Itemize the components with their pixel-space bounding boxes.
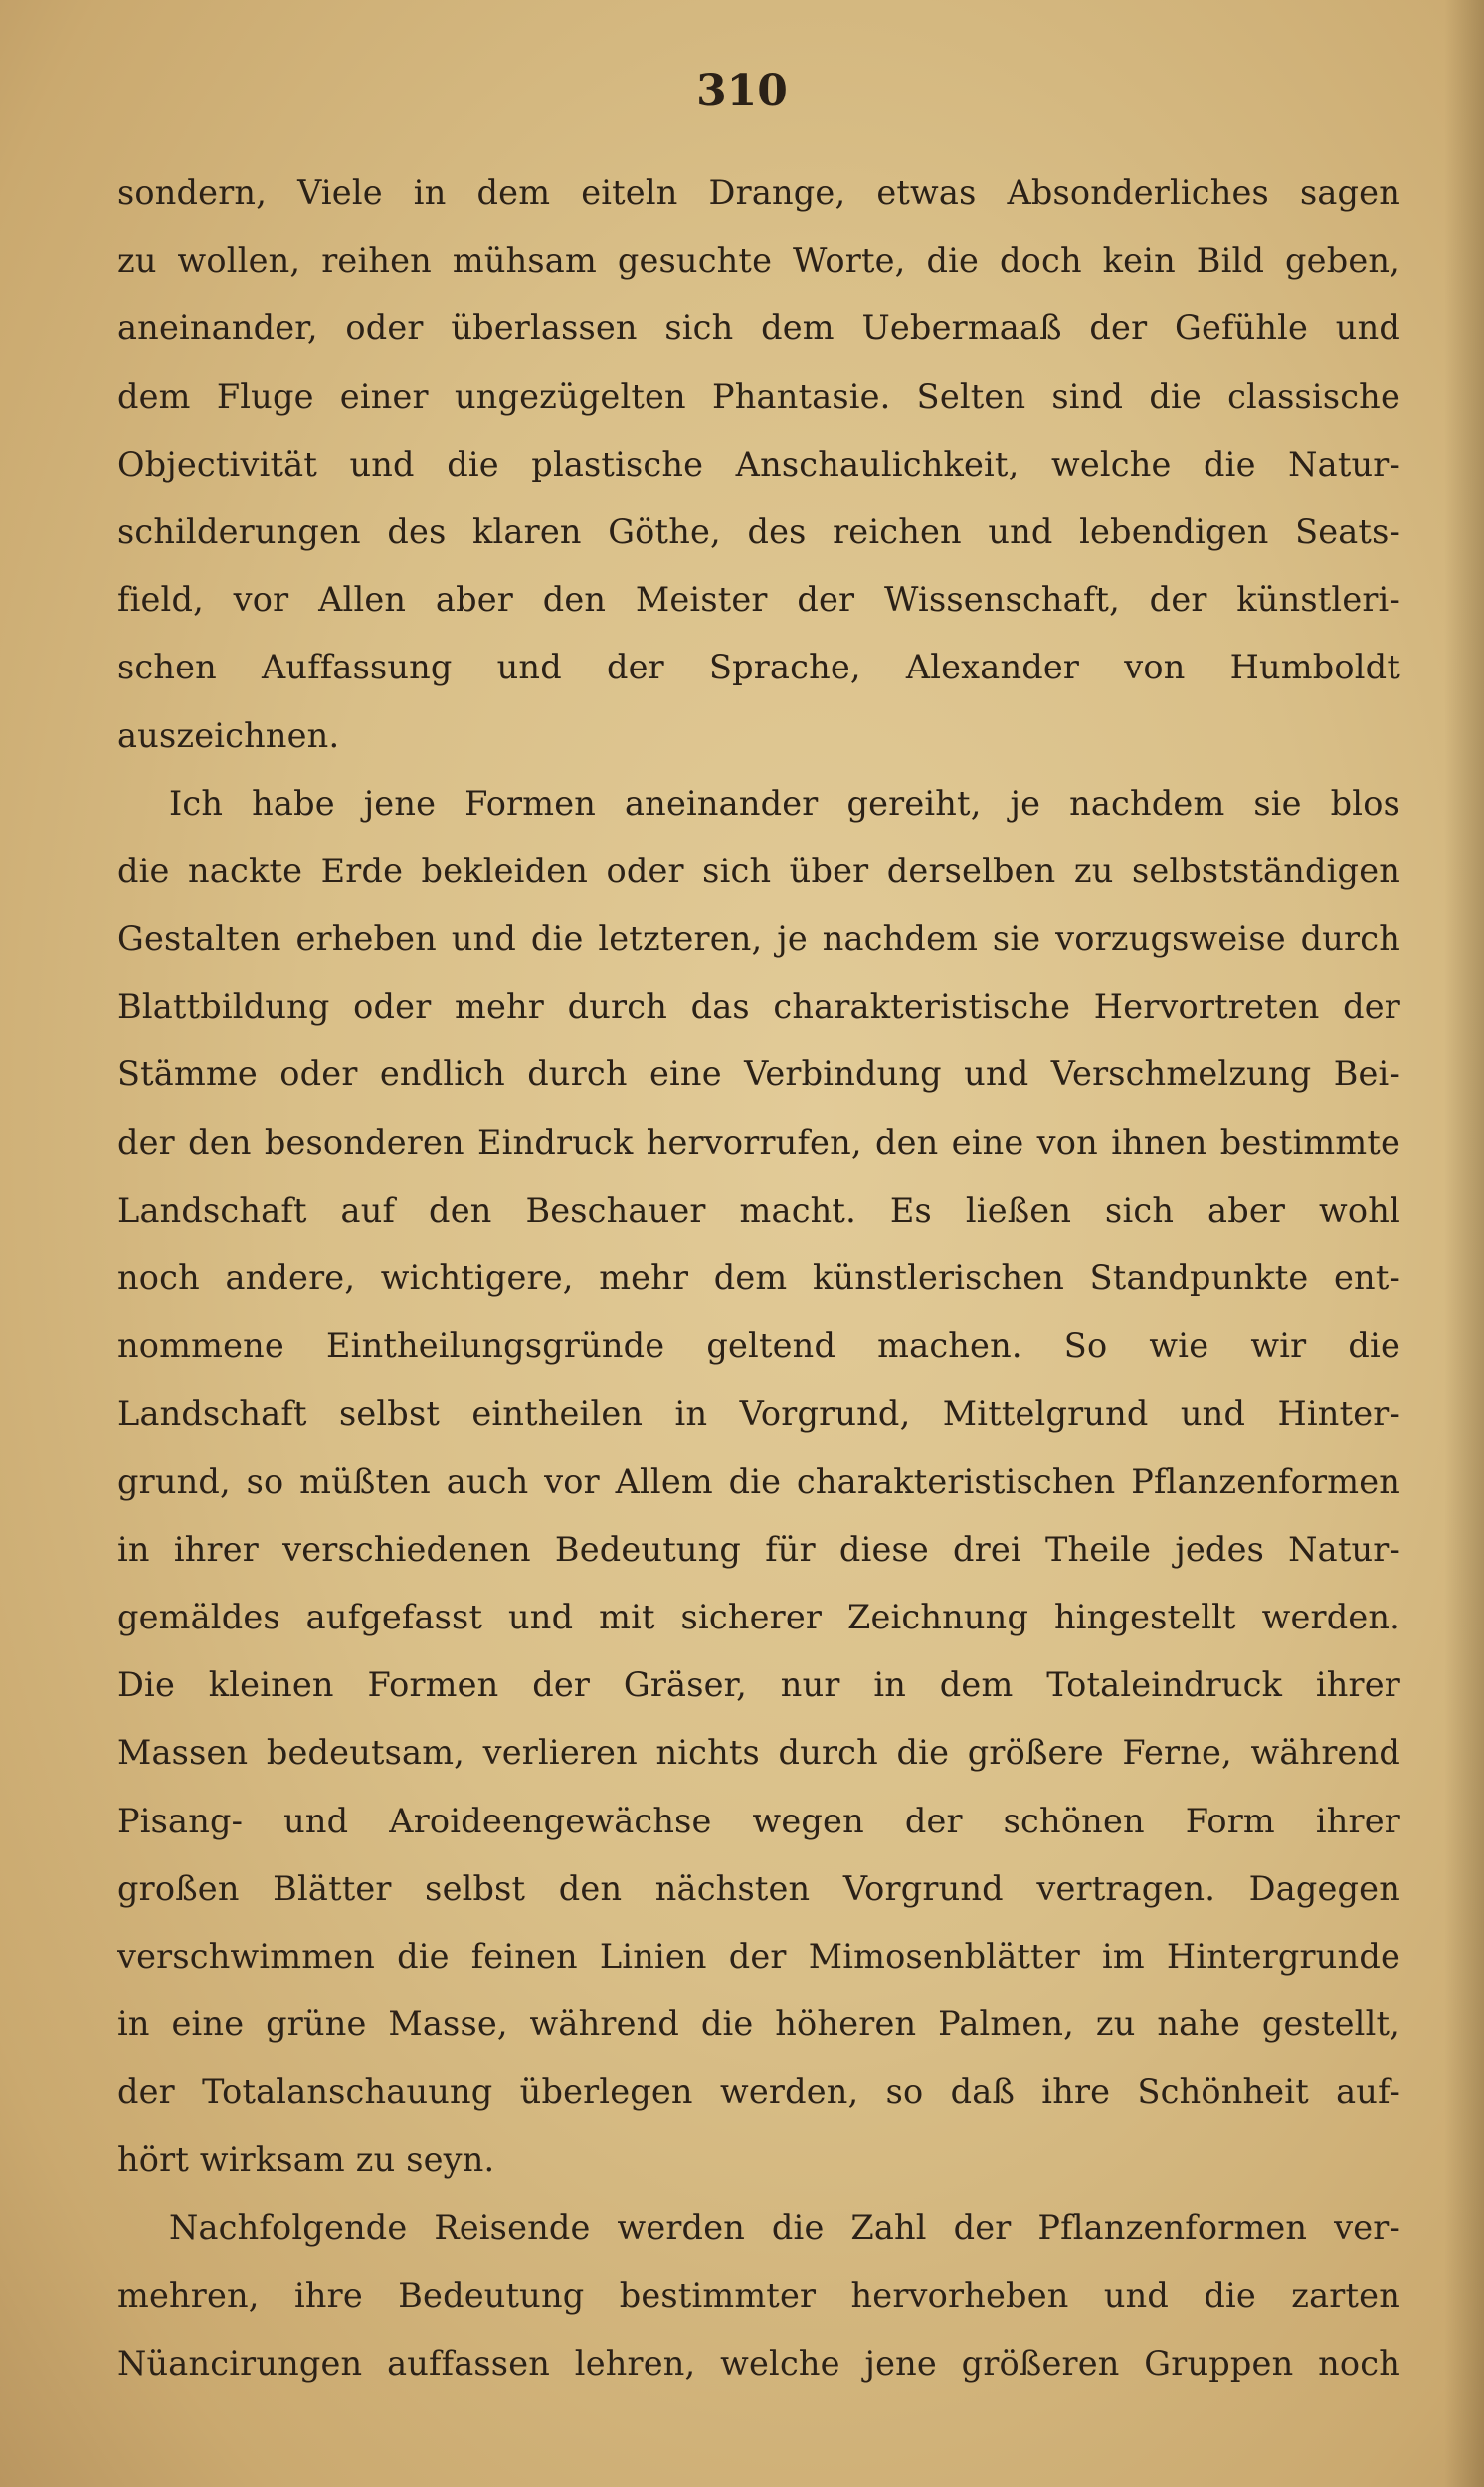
text-line: Landschaft selbst eintheilen in Vorgrund, Mittelgrund und Hinter- [117,1394,1400,1434]
text-line: gemäldes aufgefasst und mit sicherer Zeichnung hingestellt werden. [117,1597,1400,1636]
text-line: mehren, ihre Bedeutung bestimmter hervorheben und die zarten [117,2275,1400,2315]
text-line: hört wirksam zu seyn. [117,2140,495,2180]
text-line: in ihrer verschiedenen Bedeutung für diese drei Theile jedes Natur- [117,1529,1400,1569]
text-line: Ich habe jene Formen aneinander gereiht, je nachdem sie blos [169,783,1400,823]
text-line: grund, so müßten auch vor Allem die charakteristischen Pflanzenformen [117,1461,1400,1501]
text-line: der Totalanschauung überlegen werden, so daß ihre Schönheit auf- [117,2072,1400,2112]
text-line: Nachfolgende Reisende werden die Zahl der Pflanzenformen ver- [169,2207,1400,2247]
text-line: noch andere, wichtigere, mehr dem künstlerischen Standpunkte ent- [117,1258,1400,1297]
text-line: Nüancirungen auffassen lehren, welche jene größeren Gruppen noch [117,2344,1400,2383]
text-line: sondern, Viele in dem eiteln Drange, etwas Absonderliches sagen [117,173,1400,212]
text-line: der den besonderen Eindruck hervorrufen, den eine von ihnen bestimmte [117,1122,1400,1162]
text-line: schen Auffassung und der Sprache, Alexander von Humboldt [117,648,1400,687]
text-line: dem Fluge einer ungezügelten Phantasie. Selten sind die classische [117,376,1400,416]
text-line: Stämme oder endlich durch eine Verbindung und Verschmelzung Bei- [117,1054,1400,1094]
text-line: Pisang- und Aroideengewächse wegen der schönen Form ihrer [117,1801,1400,1840]
text-line: field, vor Allen aber den Meister der Wissenschaft, der künstleri- [117,580,1400,620]
text-line: Massen bedeutsam, verlieren nichts durch die größere Ferne, während [117,1733,1400,1773]
body-text [117,159,1400,2397]
text-line: in eine grüne Masse, während die höheren Palmen, zu nahe gestellt, [117,2005,1400,2044]
text-line: Blattbildung oder mehr durch das charakteristische Hervortreten der [117,987,1400,1027]
page-edge-shadow [1444,0,1484,2487]
text-line: Objectivität und die plastische Anschaulichkeit, welche die Natur- [117,444,1400,483]
text-line: Die kleinen Formen der Gräser, nur in dem Totaleindruck ihrer [117,1665,1400,1705]
text-line: zu wollen, reihen mühsam gesuchte Worte, die doch kein Bild geben, [117,241,1400,281]
text-line: auszeichnen. [117,715,340,755]
text-line: verschwimmen die feinen Linien der Mimosenblätter im Hintergrunde [117,1936,1400,1976]
text-line: die nackte Erde bekleiden oder sich über derselben zu selbstständigen [117,851,1400,890]
text-line: nommene Eintheilungsgründe geltend machen. So wie wir die [117,1326,1400,1366]
text-line: Gestalten erheben und die letzteren, je nachdem sie vorzugsweise durch [117,919,1400,959]
text-line: schilderungen des klaren Göthe, des reichen und lebendigen Seats- [117,511,1400,551]
text-line: großen Blätter selbst den nächsten Vorgrund vertragen. Dagegen [117,1868,1400,1908]
text-line: aneinander, oder überlassen sich dem Uebermaaß der Gefühle und [117,308,1400,348]
text-line: Landschaft auf den Beschauer macht. Es ließen sich aber wohl [117,1190,1400,1230]
page-number: 310 [696,66,788,116]
